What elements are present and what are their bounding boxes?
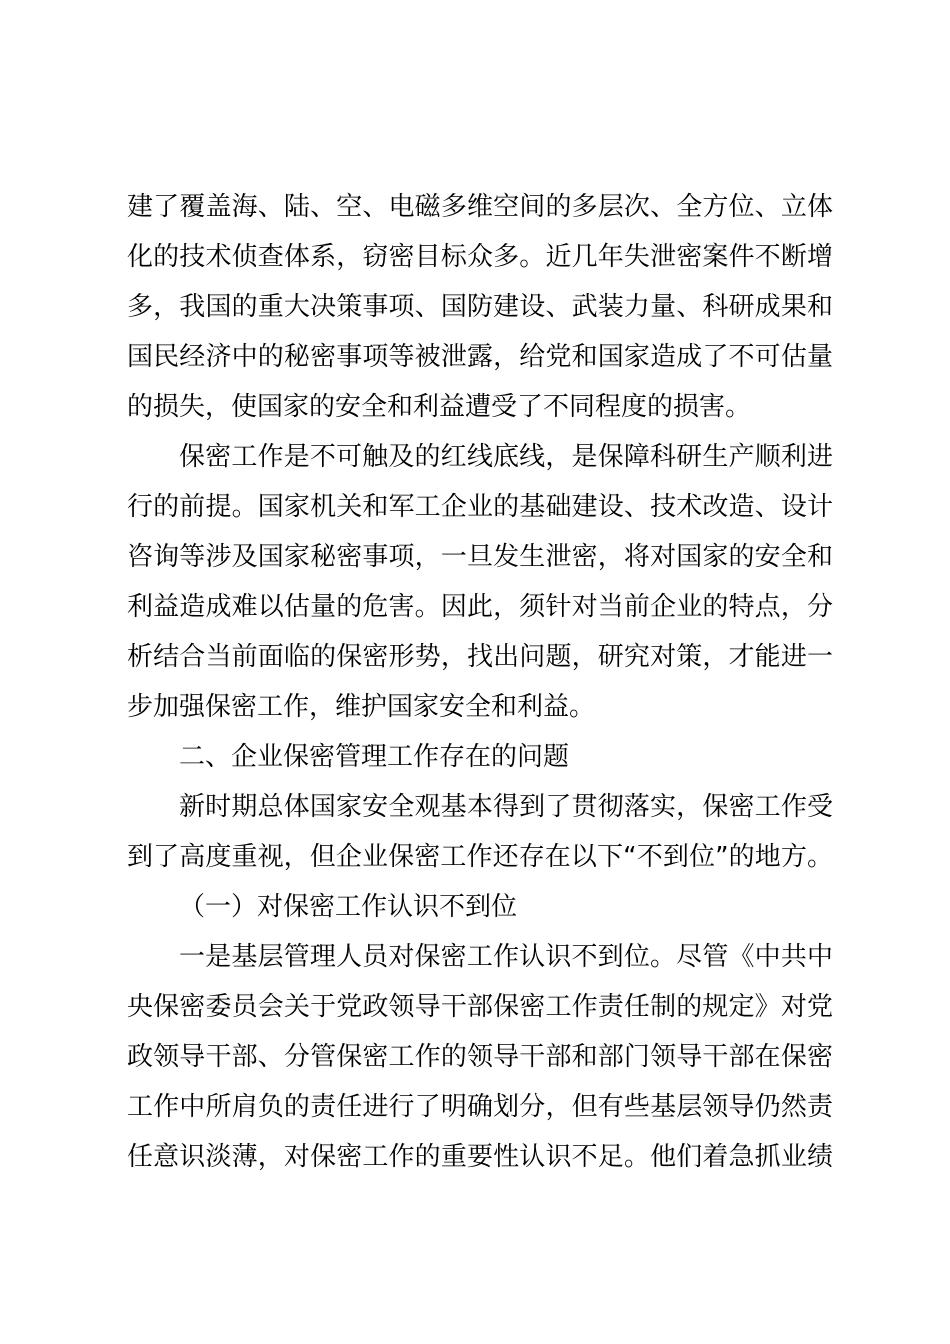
text-line: 的损失，使国家的安全和利益遭受了不同程度的损害。: [127, 392, 752, 422]
paragraph-first-line: 保密工作是不可触及的红线底线，是保障科研生产顺利进: [179, 442, 833, 472]
section-heading: 二、企业保密管理工作存在的问题: [179, 742, 570, 772]
text-line: 工作中所肩负的责任进行了明确划分，但有些基层领导仍然责: [127, 1092, 833, 1122]
paragraph-first-line: 新时期总体国家安全观基本得到了贯彻落实，保密工作受: [179, 792, 833, 822]
text-line: 化的技术侦查体系，窃密目标众多。近几年失泄密案件不断增: [127, 242, 833, 272]
paragraph-first-line: 一是基层管理人员对保密工作认识不到位。尽管《中共中: [179, 942, 833, 972]
text-line: 任意识淡薄，对保密工作的重要性认识不足。他们着急抓业绩: [127, 1142, 833, 1172]
subsection-heading: （一）对保密工作认识不到位: [179, 892, 518, 922]
text-line: 行的前提。国家机关和军工企业的基础建设、技术改造、设计: [127, 492, 833, 522]
text-line: 国民经济中的秘密事项等被泄露，给党和国家造成了不可估量: [127, 342, 833, 372]
text-line: 政领导干部、分管保密工作的领导干部和部门领导干部在保密: [127, 1042, 833, 1072]
text-line: 到了高度重视，但企业保密工作还存在以下“不到位”的地方。: [127, 842, 833, 872]
text-line: 利益造成难以估量的危害。因此，须针对当前企业的特点，分: [127, 592, 833, 622]
text-line: 多，我国的重大决策事项、国防建设、武装力量、科研成果和: [127, 292, 833, 322]
text-line: 央保密委员会关于党政领导干部保密工作责任制的规定》对党: [127, 992, 833, 1022]
text-line: 建了覆盖海、陆、空、电磁多维空间的多层次、全方位、立体: [127, 192, 833, 222]
text-line: 析结合当前面临的保密形势，找出问题，研究对策，才能进一: [127, 642, 833, 672]
text-line: 步加强保密工作，维护国家安全和利益。: [127, 692, 596, 722]
text-line: 咨询等涉及国家秘密事项，一旦发生泄密，将对国家的安全和: [127, 542, 833, 572]
